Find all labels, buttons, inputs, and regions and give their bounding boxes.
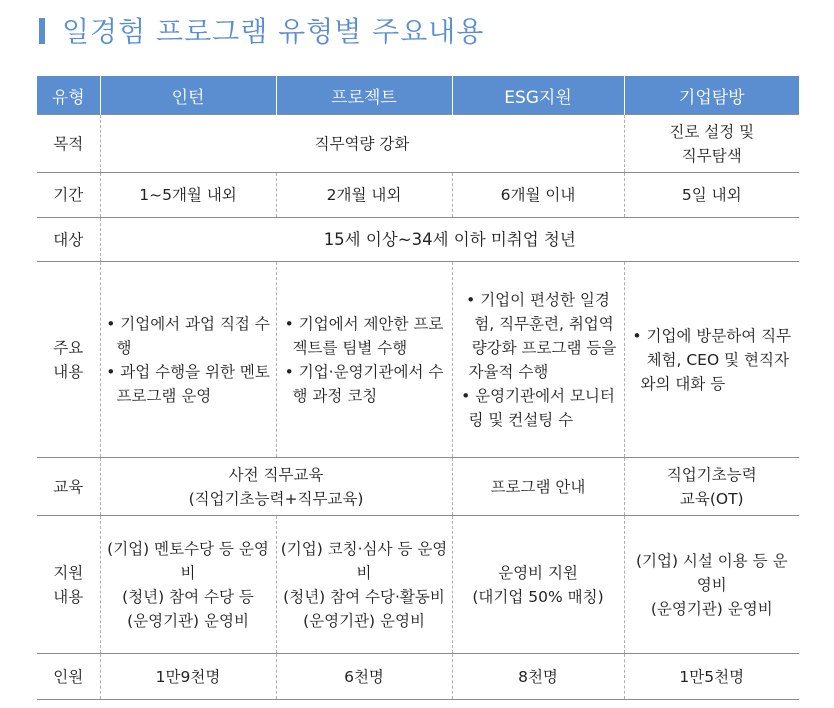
content-intern — [100, 262, 276, 458]
content-intern-item: • 기업에서 과업 직접 수행 — [106, 314, 270, 357]
people-intern: 1만9천명 — [100, 654, 276, 700]
content-esg-item: • 운영기관에서 모니터링 및 컨설팅 수 — [461, 386, 615, 429]
support-row — [37, 516, 799, 654]
period-row — [37, 173, 799, 218]
people-label: 인원 — [37, 654, 100, 700]
title-accent-bar — [39, 18, 45, 44]
purpose-label: 목적 — [37, 115, 100, 173]
support-visit: (기업) 시설 이용 등 운영비 (운영기관) 운영비 — [624, 516, 799, 654]
period-esg: 6개월 이내 — [452, 173, 624, 218]
content-intern-item: • 과업 수행을 위한 멘토 프로그램 운영 — [106, 362, 270, 405]
content-esg — [452, 262, 624, 458]
purpose-row — [37, 115, 799, 173]
program-table — [37, 76, 799, 700]
support-project: (기업) 코칭·심사 등 운영비 (청년) 참여 수당·활동비 (운영기관) 운영비 — [276, 516, 452, 654]
support-intern: (기업) 멘토수당 등 운영비 (청년) 참여 수당 등 (운영기관) 운영비 — [100, 516, 276, 654]
period-visit: 5일 내외 — [624, 173, 799, 218]
education-merged: 사전 직무교육 (직업기초능력+직무교육) — [100, 458, 452, 516]
target-row — [37, 218, 799, 262]
content-visit — [624, 262, 799, 458]
header-intern: 인턴 — [100, 76, 276, 115]
purpose-visit: 진로 설정 및 직무탐색 — [624, 115, 799, 173]
header-row — [37, 76, 799, 115]
content-row — [37, 262, 799, 458]
people-project: 6천명 — [276, 654, 452, 700]
period-project: 2개월 내외 — [276, 173, 452, 218]
content-project-item: • 기업·운영기관에서 수행 과정 코칭 — [284, 362, 444, 405]
period-label: 기간 — [37, 173, 100, 218]
content-esg-item: • 기업이 편성한 일경험, 직무훈련, 취업역량강화 프로그램 등을 자율적 수행 — [466, 290, 617, 381]
purpose-merged: 직무역량 강화 — [100, 115, 624, 173]
target-label: 대상 — [37, 218, 100, 262]
people-esg: 8천명 — [452, 654, 624, 700]
page-title: 일경험 프로그램 유형별 주요내용 — [62, 15, 485, 48]
people-row — [37, 654, 799, 700]
education-visit: 직업기초능력 교육(OT) — [624, 458, 799, 516]
header-project: 프로젝트 — [276, 76, 452, 115]
education-row — [37, 458, 799, 516]
header-esg: ESG지원 — [452, 76, 624, 115]
content-visit-item: • 기업에 방문하여 직무체험, CEO 및 현직자와의 대화 등 — [632, 326, 792, 393]
content-label: 주요 내용 — [37, 262, 100, 458]
people-visit: 1만5천명 — [624, 654, 799, 700]
support-esg: 운영비 지원 (대기업 50% 매칭) — [452, 516, 624, 654]
content-project — [276, 262, 452, 458]
education-label: 교육 — [37, 458, 100, 516]
target-merged: 15세 이상~34세 이하 미취업 청년 — [100, 218, 799, 262]
content-project-item: • 기업에서 제안한 프로젝트를 팀별 수행 — [284, 314, 444, 357]
period-intern: 1~5개월 내외 — [100, 173, 276, 218]
education-esg: 프로그램 안내 — [452, 458, 624, 516]
header-visit: 기업탐방 — [624, 76, 799, 115]
support-label: 지원 내용 — [37, 516, 100, 654]
header-type: 유형 — [37, 76, 100, 115]
